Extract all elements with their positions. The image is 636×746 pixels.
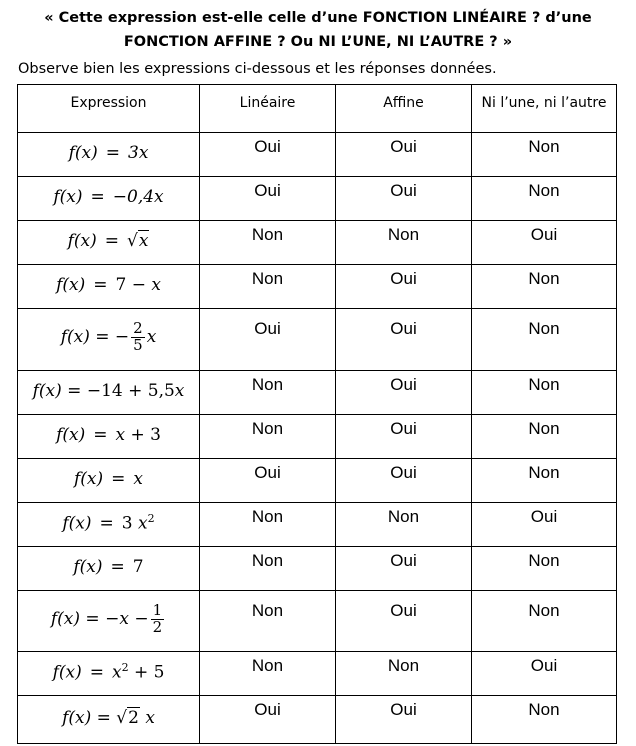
worksheet-title-line-2: FONCTION AFFINE ? Ou NI L’UNE, NI L’AUTRE ? » <box>123 34 513 50</box>
answer-ni: Oui <box>472 221 617 265</box>
answer-affine: Oui <box>336 371 472 415</box>
table-row <box>18 133 617 177</box>
expression-cell: f(x) = −x − $\frac{1}{2}$ <box>18 591 200 652</box>
expression-cell: f(x) = √x <box>18 221 200 265</box>
table-row <box>18 696 617 744</box>
answer-affine: Oui <box>336 696 472 744</box>
answer-affine: Oui <box>336 547 472 591</box>
functions-table <box>17 84 617 744</box>
fraction: $\frac{1}{2}$ <box>152 600 163 636</box>
expression-cell: f(x) = − $\frac{2}{5}$ x <box>18 309 200 371</box>
table-row <box>18 309 617 371</box>
answer-lineaire: Non <box>200 652 336 696</box>
answer-lineaire: Non <box>200 265 336 309</box>
answer-ni: Non <box>472 591 617 652</box>
expression-cell: f(x) = 3x <box>18 133 200 177</box>
answer-ni: Non <box>472 459 617 503</box>
answer-lineaire: Non <box>200 591 336 652</box>
answer-ni: Non <box>472 547 617 591</box>
expression-cell: f(x) = x + 3 <box>18 415 200 459</box>
table-row <box>18 415 617 459</box>
table-row <box>18 547 617 591</box>
answer-lineaire: Non <box>200 547 336 591</box>
answer-lineaire: Oui <box>200 133 336 177</box>
answer-affine: Non <box>336 503 472 547</box>
answer-affine: Oui <box>336 591 472 652</box>
header-ni: Ni l’une, ni l’autre <box>472 85 617 133</box>
answer-affine: Non <box>336 221 472 265</box>
answer-ni: Non <box>472 309 617 371</box>
expression-cell: f(x) = −14 + 5,5x <box>18 371 200 415</box>
fraction: $\frac{2}{5}$ <box>133 319 143 354</box>
table-row <box>18 503 617 547</box>
answer-ni: Oui <box>472 652 617 696</box>
answer-affine: Oui <box>336 177 472 221</box>
instruction-text: Observe bien les expressions ci-dessous et les réponses données. <box>18 61 497 77</box>
worksheet-title-line-1: « Cette expression est-elle celle d’une FONCTION LINÉAIRE ? d’une <box>44 10 592 26</box>
table-row <box>18 459 617 503</box>
table-row <box>18 221 617 265</box>
answer-lineaire: Oui <box>200 309 336 371</box>
answer-ni: Non <box>472 265 617 309</box>
answer-affine: Oui <box>336 415 472 459</box>
answer-ni: Non <box>472 696 617 744</box>
answer-affine: Non <box>336 652 472 696</box>
answer-ni: Non <box>472 371 617 415</box>
table-row <box>18 265 617 309</box>
table-header-row <box>18 85 617 133</box>
answer-lineaire: Non <box>200 503 336 547</box>
expression-cell: f(x) = 7 <box>18 547 200 591</box>
expression-cell: f(x) = 7 − x <box>18 265 200 309</box>
table-row <box>18 371 617 415</box>
table-row <box>18 591 617 652</box>
answer-affine: Oui <box>336 309 472 371</box>
answer-lineaire: Oui <box>200 177 336 221</box>
answer-lineaire: Oui <box>200 696 336 744</box>
header-expression: Expression <box>18 85 200 133</box>
answer-lineaire: Non <box>200 415 336 459</box>
answer-ni: Non <box>472 177 617 221</box>
header-affine: Affine <box>336 85 472 133</box>
answer-lineaire: Non <box>200 221 336 265</box>
table-row <box>18 652 617 696</box>
answer-ni: Non <box>472 415 617 459</box>
expression-cell: f(x) = √2 x <box>18 696 200 744</box>
answer-lineaire: Non <box>200 371 336 415</box>
answer-affine: Oui <box>336 133 472 177</box>
answer-affine: Oui <box>336 459 472 503</box>
answer-affine: Oui <box>336 265 472 309</box>
expression-cell: f(x) = x <box>18 459 200 503</box>
answer-ni: Non <box>472 133 617 177</box>
header-lineaire: Linéaire <box>200 85 336 133</box>
expression-cell: $f(x) = x^2 + 5$ <box>18 652 200 696</box>
answer-ni: Oui <box>472 503 617 547</box>
expression-cell: f(x) = 3 $x^2$ <box>18 503 200 547</box>
expression-cell: f(x) = −0,4x <box>18 177 200 221</box>
table-row <box>18 177 617 221</box>
answer-lineaire: Oui <box>200 459 336 503</box>
